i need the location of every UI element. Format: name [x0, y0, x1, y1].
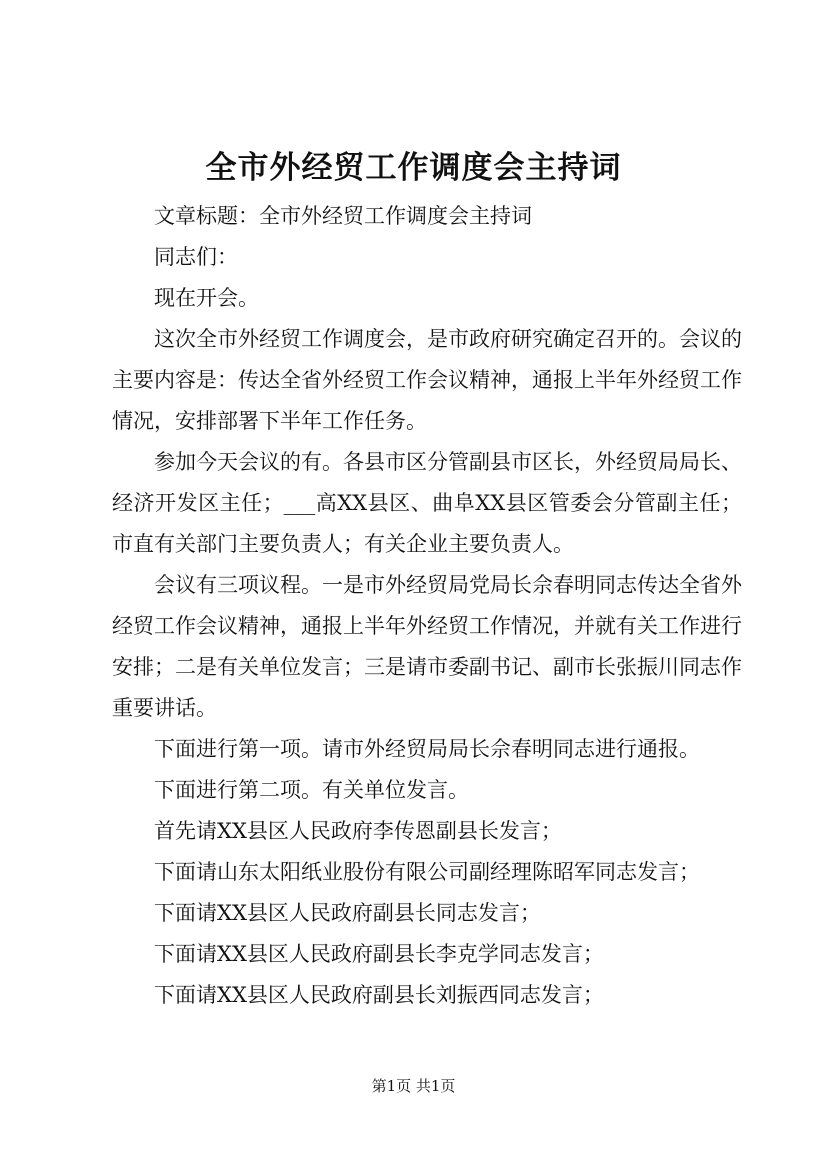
document-title: 全市外经贸工作调度会主持词: [205, 150, 622, 186]
paragraph-meeting-purpose: 这次全市外经贸工作调度会，是市政府研究确定召开的。会议的主要内容是：传达全省外经贸工作会议精神，通报上半年外经贸工作情况，安排部署下半年工作任务。: [112, 327, 742, 433]
paragraph-opening: 现在开会。: [154, 286, 259, 310]
paragraph-salutation: 同志们：: [154, 245, 238, 269]
document-body: [112, 196, 742, 1016]
paragraph-speaker-5: 下面请XX县区人民政府副县长刘振西同志发言；: [154, 983, 604, 1007]
paragraph-speaker-1: 首先请XX县区人民政府李传恩副县长发言；: [154, 819, 562, 843]
paragraph-article-title: 文章标题：全市外经贸工作调度会主持词: [154, 204, 532, 228]
paragraph-speaker-4: 下面请XX县区人民政府副县长李克学同志发言；: [154, 942, 604, 966]
paragraph-agenda: 会议有三项议程。一是市外经贸局党局长佘春明同志传达全省外经贸工作会议精神，通报上半年外经贸工作情况，并就有关工作进行安排；二是有关单位发言；三是请市委副书记、副市长张振川同志作重要讲话。: [112, 573, 742, 720]
paragraph-item-one: 下面进行第一项。请市外经贸局局长佘春明同志进行通报。: [154, 737, 700, 761]
page-footer: 第1页 共1页: [371, 1077, 456, 1095]
paragraph-item-two: 下面进行第二项。有关单位发言。: [154, 778, 469, 802]
paragraph-speaker-3: 下面请XX县区人民政府副县长同志发言；: [154, 901, 541, 925]
paragraph-speaker-2: 下面请山东太阳纸业股份有限公司副经理陈昭军同志发言；: [154, 860, 700, 884]
paragraph-attendees: 参加今天会议的有。各县市区分管副县市区长，外经贸局局长、经济开发区主任；___高XX县区、曲阜XX县区管委会分管副主任；市直有关部门主要负责人；有关企业主要负责人。: [112, 450, 742, 556]
